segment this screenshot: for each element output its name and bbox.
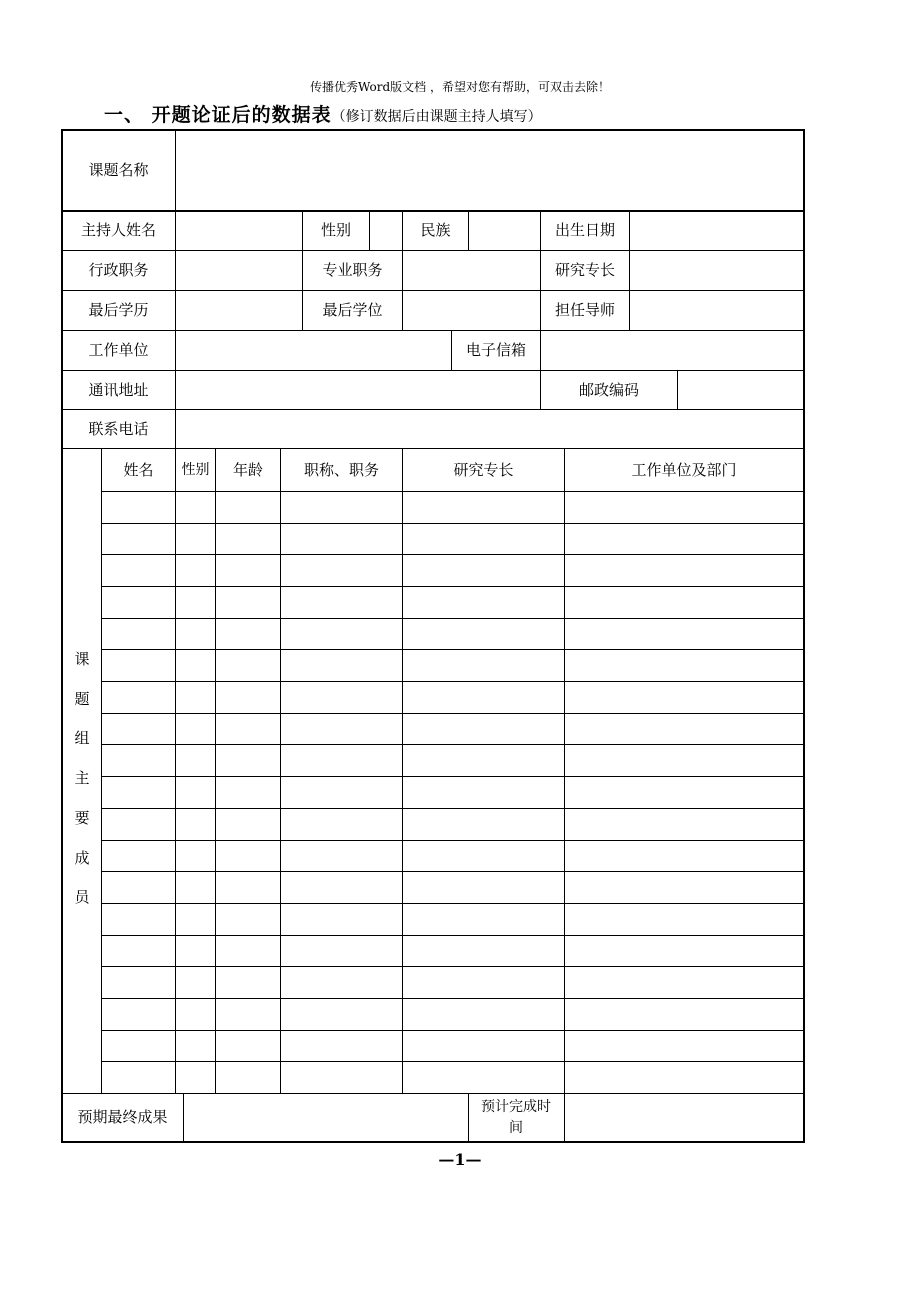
side-label-char: 要 (74, 808, 90, 827)
phone-label: 联系电话 (88, 419, 149, 438)
member-row-line (101, 681, 804, 682)
col-divider (369, 210, 370, 250)
member-row-line (101, 903, 804, 904)
member-row-line (101, 713, 804, 714)
col-divider (468, 210, 469, 250)
col-divider (564, 1093, 565, 1142)
birth-date-label: 出生日期 (554, 221, 615, 240)
host-name-label: 主持人姓名 (80, 221, 156, 240)
member-row-line (101, 523, 804, 524)
col-divider (175, 130, 176, 448)
member-row-line (101, 776, 804, 777)
member-row-line (101, 808, 804, 809)
col-divider (629, 210, 630, 330)
col-header-age: 年龄 (232, 460, 263, 479)
col-divider (564, 448, 565, 1093)
last-degree-label: 最后学位 (322, 301, 383, 320)
col-divider (215, 448, 216, 1093)
title-subtitle: （修订数据后由课题主持人填写） (331, 109, 542, 125)
admin-post-label: 行政职务 (88, 261, 149, 280)
page-title (104, 100, 542, 127)
member-row-line (101, 649, 804, 650)
project-name-label: 课题名称 (88, 161, 149, 180)
member-row-line (101, 1061, 804, 1062)
member-row-line (101, 618, 804, 619)
col-header-specialty: 研究专长 (453, 460, 514, 479)
side-label-char: 组 (74, 729, 90, 748)
member-row-line (101, 554, 804, 555)
work-unit-label: 工作单位 (88, 341, 149, 360)
col-divider (175, 448, 176, 1093)
email-label: 电子信箱 (465, 341, 526, 360)
gender-label: 性别 (320, 221, 351, 240)
ethnicity-label: 民族 (420, 221, 451, 240)
col-header-unit: 工作单位及部门 (631, 460, 737, 479)
header-note: 传播优秀Word版文档 ，希望对您有帮助，可双击去除！ (310, 80, 610, 94)
member-row-line (101, 1030, 804, 1031)
last-education-label: 最后学历 (88, 301, 149, 320)
address-label: 通讯地址 (88, 380, 149, 399)
member-row-line (101, 966, 804, 967)
side-label-char: 题 (74, 689, 90, 708)
col-header-gender: 性别 (181, 461, 210, 478)
col-divider (468, 1093, 469, 1142)
side-label-char: 员 (74, 888, 90, 907)
col-divider (677, 370, 678, 409)
finish-time-label: 预计完成时间 (481, 1099, 551, 1136)
member-row-line (101, 998, 804, 999)
prof-post-label: 专业职务 (322, 261, 383, 280)
postcode-label: 邮政编码 (578, 380, 639, 399)
supervisor-label: 担任导师 (554, 301, 615, 320)
member-row-line (101, 586, 804, 587)
research-spec-label: 研究专长 (554, 261, 615, 280)
member-row-line (101, 871, 804, 872)
member-row-line (101, 935, 804, 936)
col-header-name: 姓名 (123, 460, 154, 479)
side-label-char: 成 (74, 848, 90, 867)
col-divider (402, 448, 403, 1093)
page-number: —1— (438, 1150, 482, 1169)
col-divider (183, 1093, 184, 1142)
side-label-char: 主 (74, 769, 90, 788)
col-header-title: 职称、职务 (303, 460, 379, 479)
member-row-line (101, 744, 804, 745)
title-main: 一、 开题论证后的数据表 (104, 104, 332, 126)
col-divider (280, 448, 281, 1093)
member-row-line (101, 491, 804, 492)
member-row-line (101, 840, 804, 841)
expected-result-label: 预期最终成果 (77, 1108, 168, 1127)
members-side-label (62, 640, 102, 918)
side-label-char: 课 (74, 650, 90, 668)
